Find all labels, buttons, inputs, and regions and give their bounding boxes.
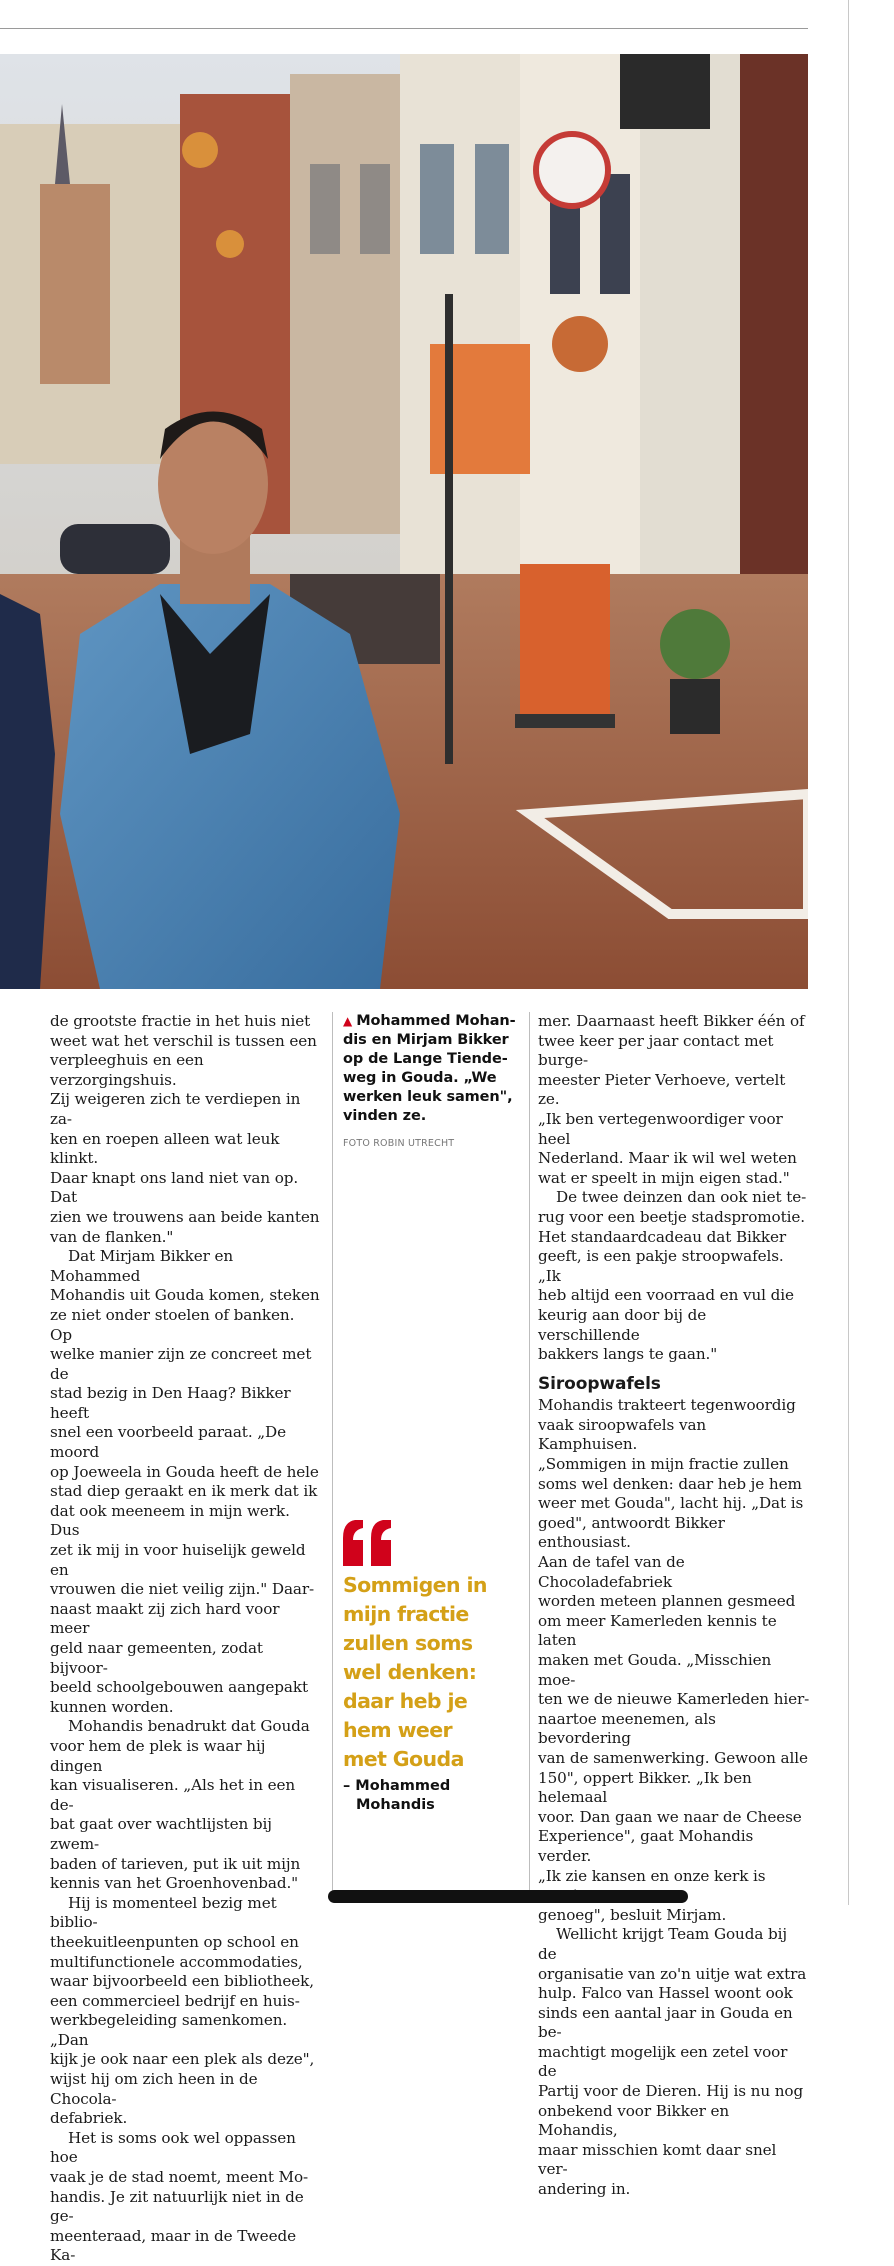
text-line: zien we trouwens aan beide kanten	[50, 1207, 320, 1226]
text-line: maken met Gouda. „Misschien moe-	[538, 1651, 772, 1689]
text-line: voor hem de plek is waar hij dingen	[50, 1736, 266, 1775]
text-line: Nederland. Maar ik wil wel weten	[538, 1149, 797, 1168]
text-line: van de samenwerking. Gewoon alle	[538, 1748, 808, 1767]
quote-mark-icon	[343, 1520, 393, 1570]
caption-triangle-icon: ▲	[343, 1014, 357, 1028]
top-rule	[0, 28, 808, 29]
text-line: een commercieel bedrijf en huis-	[50, 1991, 300, 2010]
text-line: weet wat het verschil is tussen een	[50, 1031, 317, 1050]
text-line: werkbegeleiding samenkomen. „Dan	[50, 2011, 288, 2049]
text-line: op Joeweela in Gouda heeft de hele	[50, 1462, 319, 1481]
text-line: maar misschien komt daar snel ver-	[538, 2140, 777, 2179]
text-line: geld naar gemeenten, zodat bijvoor-	[50, 1639, 263, 1677]
text-line: wel denken:	[343, 1660, 477, 1684]
text-line: daar heb je	[343, 1689, 468, 1713]
text-line: stad diep geraakt en ik merk dat ik	[50, 1482, 318, 1501]
text-line: Mohandis uit Gouda komen, steken	[50, 1286, 320, 1305]
text-line: baden of tarieven, put ik uit mijn	[50, 1854, 301, 1873]
text-line: Mohandis trakteert tegenwoordig	[538, 1396, 796, 1415]
text-line: Het standaardcadeau dat Bikker	[538, 1227, 787, 1246]
paragraph	[50, 1247, 320, 1717]
text-line: rug voor een beetje stadspromotie.	[538, 1207, 805, 1226]
text-line: kijk je ook naar een plek als deze",	[50, 2050, 315, 2069]
text-line: defabriek.	[50, 2109, 128, 2128]
text-line: snel een voorbeeld paraat. „De moord	[50, 1423, 287, 1462]
text-line: meenteraad, maar in de Tweede Ka-	[50, 2226, 296, 2265]
paragraph	[50, 1717, 320, 1893]
text-line: naartoe meenemen, als bevordering	[538, 1709, 716, 1748]
text-line: om meer Kamerleden kennis te laten	[538, 1611, 777, 1650]
paragraph	[538, 1925, 810, 2199]
text-line: Experience", gaat Mohandis verder.	[538, 1827, 754, 1865]
text-line: ken en roepen alleen wat leuk klinkt.	[50, 1129, 280, 1168]
text-line: vrouwen die niet veilig zijn." Daar-	[50, 1580, 315, 1599]
text-line: naast maakt zij zich hard voor meer	[50, 1599, 280, 1638]
text-line: ze niet onder stoelen of banken. Op	[50, 1305, 295, 1344]
text-line: onbekend voor Bikker en Mohandis,	[538, 2101, 730, 2140]
paragraph	[50, 1012, 320, 1247]
pull-quote-attribution	[343, 1777, 523, 1815]
text-line: handis. Je zit natuurlijk niet in de ge-	[50, 2187, 304, 2226]
text-line: andering in.	[538, 2180, 631, 2199]
text-line: Het is soms ook wel oppassen hoe	[50, 2128, 296, 2167]
text-line: multifunctionele accommodaties,	[50, 1952, 303, 1971]
text-line: dat ook meeneem in mijn werk. Dus	[50, 1501, 290, 1540]
attribution-line-2: Mohandis	[356, 1797, 435, 1813]
text-line: werken leuk samen",	[343, 1089, 513, 1105]
photo-credit: FOTO ROBIN UTRECHT	[343, 1138, 455, 1149]
text-line: Wellicht krijgt Team Gouda bij de	[538, 1925, 788, 1963]
pull-quote-text	[343, 1571, 523, 1774]
paragraph	[50, 2129, 320, 2266]
page-edge-rule	[848, 0, 849, 1905]
text-line: genoeg", besluit Mirjam.	[538, 1905, 727, 1924]
text-line: welke manier zijn ze concreet met de	[50, 1345, 312, 1383]
text-line: geeft, is een pakje stroopwafels. „Ik	[538, 1247, 784, 1285]
text-line: mer. Daarnaast heeft Bikker één of	[538, 1012, 805, 1030]
text-line: worden meteen plannen gesmeed	[538, 1592, 796, 1611]
text-line: „Ik ben vertegenwoordiger voor heel	[538, 1109, 783, 1148]
text-line: kennis van het Groenhovenbad."	[50, 1874, 299, 1893]
text-line: Daar knapt ons land niet van op. Dat	[50, 1168, 299, 1207]
text-line: wijst hij om zich heen in de Chocola-	[50, 2070, 258, 2108]
text-line: goed", antwoordt Bikker enthousiast.	[538, 1513, 725, 1552]
article-column-left	[50, 1012, 320, 2266]
text-line: dis en Mirjam Bikker	[343, 1032, 509, 1048]
text-line: sinds een aantal jaar in Gouda en be-	[538, 2003, 793, 2042]
subheading: Siroopwafels	[538, 1373, 661, 1394]
text-line: keurig aan door bij de verschillende	[538, 1305, 707, 1344]
text-line: Zij weigeren zich te verdiepen in za-	[50, 1090, 301, 1128]
text-line: de grootste fractie in het huis niet	[50, 1012, 311, 1030]
text-line: Hij is momenteel bezig met biblio-	[50, 1893, 277, 1932]
paragraph	[538, 1396, 810, 1925]
paragraph	[538, 1188, 810, 1364]
text-line: De twee deinzen dan ook niet te-	[556, 1188, 807, 1207]
text-line: verpleeghuis en een verzorgingshuis.	[50, 1051, 204, 1089]
article-column-right	[538, 1012, 810, 2200]
home-indicator[interactable]	[328, 1890, 688, 1903]
attribution-line-1: – Mohammed	[343, 1778, 451, 1794]
paragraph	[538, 1012, 810, 1188]
text-line: van de flanken."	[50, 1227, 174, 1246]
text-line: vinden ze.	[343, 1108, 427, 1124]
text-line: 150", oppert Bikker. „Ik ben helemaal	[538, 1768, 752, 1807]
text-line: Dat Mirjam Bikker en Mohammed	[50, 1247, 234, 1285]
text-line: kunnen worden.	[50, 1697, 174, 1716]
text-line: zullen soms	[343, 1631, 473, 1655]
text-line: Partij voor de Dieren. Hij is nu nog	[538, 2082, 804, 2101]
text-line: twee keer per jaar contact met burge-	[538, 1031, 774, 1070]
text-line: kan visualiseren. „Als het in een de-	[50, 1776, 296, 1814]
text-line: ten we de nieuwe Kamerleden hier-	[538, 1690, 810, 1709]
text-line: op de Lange Tiende-	[343, 1051, 508, 1067]
text-line: bakkers langs te gaan."	[538, 1345, 718, 1364]
text-line: organisatie van zo'n uitje wat extra	[538, 1964, 807, 1983]
text-line: vaak je de stad noemt, meent Mo-	[50, 2168, 309, 2187]
text-line: stad bezig in Den Haag? Bikker heeft	[50, 1384, 291, 1422]
text-line: hulp. Falco van Hassel woont ook	[538, 1984, 793, 2003]
caption-text	[343, 1012, 523, 1126]
text-line: vaak siroopwafels van Kamphuisen.	[538, 1415, 707, 1454]
text-line: Mohammed Mohan-	[356, 1013, 516, 1029]
text-line: soms wel denken: daar heb je hem	[538, 1474, 802, 1493]
text-line: beeld schoolgebouwen aangepakt	[50, 1678, 308, 1697]
text-line: „Ik zie kansen en onze kerk is	[538, 1866, 766, 1885]
text-line: machtigt mogelijk een zetel voor de	[538, 2042, 788, 2081]
text-line: bat gaat over wachtlijsten bij zwem-	[50, 1815, 272, 1853]
text-line: „Sommigen in mijn fractie zullen	[538, 1455, 789, 1474]
column-divider	[529, 1012, 530, 1892]
text-line: hem weer	[343, 1718, 453, 1742]
text-line: wat er speelt in mijn eigen stad."	[538, 1168, 790, 1187]
text-line: voor. Dan gaan we naar de Cheese	[538, 1807, 802, 1826]
text-line: Mohandis benadrukt dat Gouda	[68, 1717, 310, 1736]
text-line: weer met Gouda", lacht hij. „Dat is	[538, 1494, 804, 1513]
text-line: waar bijvoorbeeld een bibliotheek,	[50, 1972, 314, 1991]
text-line: heb altijd een voorraad en vul die	[538, 1286, 794, 1305]
text-line: met Gouda	[343, 1747, 464, 1771]
text-line: meester Pieter Verhoeve, vertelt ze.	[538, 1070, 786, 1109]
article-photo	[0, 54, 808, 989]
text-line: Sommigen in	[343, 1573, 487, 1597]
column-divider	[332, 1012, 333, 1892]
photo-caption	[343, 1012, 523, 1154]
text-line: theekuitleenpunten op school en	[50, 1932, 299, 1951]
text-line: zet ik mij in voor huiselijk geweld en	[50, 1541, 306, 1579]
text-line: weg in Gouda. „We	[343, 1070, 497, 1086]
text-line: mijn fractie	[343, 1602, 469, 1626]
paragraph	[50, 1894, 320, 2129]
text-line: Aan de tafel van de Chocoladefabriek	[538, 1553, 685, 1591]
